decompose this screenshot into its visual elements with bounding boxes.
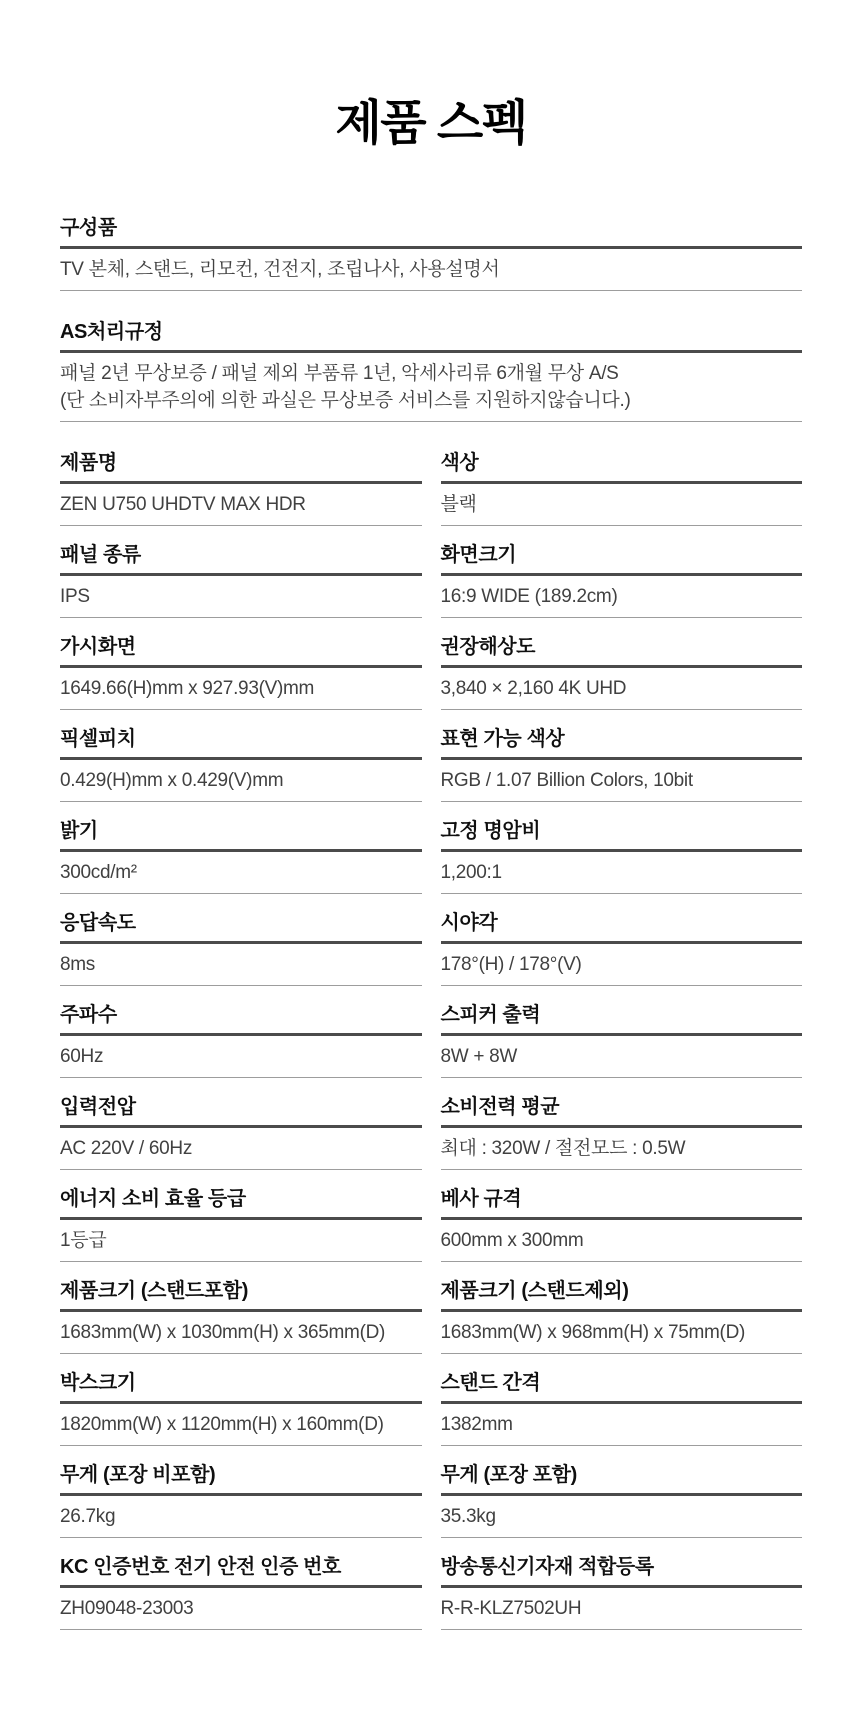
field-value-line: 1683mm(W) x 1030mm(H) x 365mm(D) <box>60 1322 386 1343</box>
spec-field <box>60 215 802 291</box>
field-label: 응답속도 <box>60 912 136 934</box>
field-divider-thick <box>60 849 422 852</box>
spec-field <box>60 1186 422 1262</box>
field-divider-thin <box>441 1261 803 1262</box>
field-label: 화면크기 <box>440 544 517 566</box>
field-divider-thin <box>441 709 803 710</box>
field-value-line: 1등급 <box>60 1230 107 1251</box>
field-value-line: TV 본체, 스탠드, 리모컨, 건전지, 조립나사, 사용설명서 <box>60 259 500 280</box>
field-label: 방송통신기자재 적합등록 <box>440 1556 654 1578</box>
spec-field <box>441 634 803 710</box>
field-label: 구성품 <box>60 217 117 239</box>
field-divider-thin <box>441 893 803 894</box>
field-divider-thin <box>60 525 422 526</box>
field-value-line: 60Hz <box>60 1046 104 1067</box>
spec-field <box>60 726 422 802</box>
field-label: 에너지 소비 효율 등급 <box>60 1188 246 1210</box>
field-divider-thin <box>441 985 803 986</box>
field-value-line: 300cd/m² <box>60 862 137 883</box>
field-label: 밝기 <box>60 820 98 842</box>
field-value <box>441 1043 803 1070</box>
field-value <box>441 1319 803 1346</box>
field-label: 무게 (포장 비포함) <box>60 1464 216 1486</box>
field-label: 권장해상도 <box>440 636 536 658</box>
spec-field <box>441 1554 803 1630</box>
field-value <box>60 767 422 794</box>
field-value-line: 35.3kg <box>440 1506 496 1527</box>
field-divider-thin <box>60 985 422 986</box>
spec-field <box>441 1094 803 1170</box>
field-value <box>60 951 422 978</box>
field-divider-thick <box>441 941 803 944</box>
field-divider-thick <box>441 1401 803 1404</box>
field-divider-thick <box>441 757 803 760</box>
field-value-line: 1649.66(H)mm x 927.93(V)mm <box>60 678 315 699</box>
field-value <box>441 859 803 886</box>
field-value <box>60 1503 422 1530</box>
field-value-line: 1,200:1 <box>440 862 502 883</box>
field-label: 주파수 <box>60 1004 117 1026</box>
spec-field <box>60 450 422 526</box>
field-label: 표현 가능 색상 <box>440 728 565 750</box>
spec-field <box>60 1278 422 1354</box>
field-value <box>441 1135 803 1162</box>
field-value <box>441 1503 803 1530</box>
field-value-line: 1382mm <box>440 1414 513 1435</box>
field-label: AS처리규정 <box>60 321 163 343</box>
field-label: 무게 (포장 포함) <box>440 1464 577 1486</box>
field-value-line: 178°(H) / 178°(V) <box>440 954 582 975</box>
field-value-line: 600mm x 300mm <box>440 1230 584 1251</box>
field-value-line: 패널 2년 무상보증 / 패널 제외 부품류 1년, 악세사리류 6개월 무상 A/S <box>60 363 619 384</box>
field-divider-thick <box>60 350 802 353</box>
field-divider-thin <box>441 1537 803 1538</box>
field-value-line: ZEN U750 UHDTV MAX HDR <box>60 494 306 515</box>
field-value-line: AC 220V / 60Hz <box>60 1138 193 1159</box>
field-label: 제품크기 (스탠드포함) <box>60 1280 248 1302</box>
field-value-line: 1820mm(W) x 1120mm(H) x 160mm(D) <box>60 1414 384 1435</box>
full-width-fields-section <box>60 215 802 422</box>
spec-field <box>60 1462 422 1538</box>
field-divider-thick <box>441 665 803 668</box>
field-value-line: 8ms <box>60 954 95 975</box>
field-label: 소비전력 평균 <box>440 1096 560 1118</box>
field-divider-thick <box>441 573 803 576</box>
spec-field <box>441 1002 803 1078</box>
field-value <box>441 1595 803 1622</box>
spec-field <box>60 634 422 710</box>
field-divider-thin <box>60 617 422 618</box>
field-label: 박스크기 <box>60 1372 136 1394</box>
field-divider-thin <box>441 1445 803 1446</box>
field-value <box>60 1227 422 1254</box>
field-value <box>60 491 422 518</box>
field-divider-thin <box>60 1445 422 1446</box>
field-divider-thin <box>60 1169 422 1170</box>
field-value <box>60 360 802 414</box>
field-value <box>441 951 803 978</box>
spec-field <box>441 542 803 618</box>
spec-field <box>441 1462 803 1538</box>
spec-field <box>60 1554 422 1630</box>
field-value-line: R-R-KLZ7502UH <box>440 1598 582 1619</box>
field-value <box>60 256 802 283</box>
page-title: 제품 스펙 <box>335 97 527 150</box>
field-divider-thick <box>60 757 422 760</box>
spec-field <box>60 910 422 986</box>
field-value <box>441 583 803 610</box>
field-label: 색상 <box>440 452 479 474</box>
spec-field <box>60 1370 422 1446</box>
field-divider-thick <box>60 665 422 668</box>
field-label: KC 인증번호 전기 안전 인증 번호 <box>60 1556 341 1578</box>
field-value <box>60 1043 422 1070</box>
field-label: 패널 종류 <box>60 544 141 566</box>
spec-field <box>60 1002 422 1078</box>
field-value-line: 3,840 × 2,160 4K UHD <box>440 678 627 699</box>
field-value <box>60 859 422 886</box>
field-value-line: 26.7kg <box>60 1506 116 1527</box>
spec-field <box>441 450 803 526</box>
field-value-line: 최대 : 320W / 절전모드 : 0.5W <box>440 1138 686 1159</box>
field-divider-thick <box>60 1401 422 1404</box>
field-divider-thick <box>441 1125 803 1128</box>
field-divider-thick <box>60 1033 422 1036</box>
field-divider-thin <box>60 1077 422 1078</box>
spec-field <box>60 319 802 422</box>
field-divider-thin <box>60 893 422 894</box>
field-divider-thin <box>441 617 803 618</box>
field-divider-thick <box>60 941 422 944</box>
field-divider-thin <box>60 421 802 422</box>
spec-field <box>441 1370 803 1446</box>
field-label: 시야각 <box>440 912 498 934</box>
field-value <box>441 1411 803 1438</box>
field-value-line: 16:9 WIDE (189.2cm) <box>440 586 618 607</box>
field-divider-thick <box>60 481 422 484</box>
field-value <box>60 1595 422 1622</box>
spec-field <box>441 818 803 894</box>
field-value-line: 8W + 8W <box>440 1046 518 1067</box>
field-divider-thin <box>60 1537 422 1538</box>
field-label: 스탠드 간격 <box>440 1372 541 1394</box>
field-divider-thin <box>441 801 803 802</box>
field-value-line: RGB / 1.07 Billion Colors, 10bit <box>440 770 693 791</box>
field-value-line: ZH09048-23003 <box>60 1598 194 1619</box>
field-divider-thin <box>60 1353 422 1354</box>
spec-grid-section <box>60 450 802 1646</box>
field-label: 스피커 출력 <box>440 1004 541 1026</box>
field-divider-thin <box>441 1169 803 1170</box>
spec-field <box>60 542 422 618</box>
field-divider-thick <box>441 1033 803 1036</box>
field-label: 제품크기 (스탠드제외) <box>440 1280 629 1302</box>
field-label: 제품명 <box>60 452 117 474</box>
field-value-line: 블랙 <box>440 494 477 515</box>
field-value-line: IPS <box>60 586 90 607</box>
field-divider-thin <box>60 801 422 802</box>
spec-field <box>441 910 803 986</box>
field-divider-thick <box>441 1309 803 1312</box>
field-divider-thick <box>60 246 802 249</box>
field-divider-thin <box>60 1261 422 1262</box>
field-value <box>60 1319 422 1346</box>
spec-field <box>60 818 422 894</box>
field-divider-thick <box>60 1585 422 1588</box>
field-divider-thin <box>441 1077 803 1078</box>
field-divider-thin <box>441 1629 803 1630</box>
field-value <box>60 675 422 702</box>
field-label: 입력전압 <box>60 1096 136 1118</box>
field-divider-thick <box>441 1493 803 1496</box>
field-divider-thick <box>441 849 803 852</box>
spec-field <box>441 1278 803 1354</box>
field-value-line: 1683mm(W) x 968mm(H) x 75mm(D) <box>440 1322 746 1343</box>
spec-field <box>441 1186 803 1262</box>
spec-field <box>441 726 803 802</box>
field-divider-thin <box>441 1353 803 1354</box>
field-divider-thick <box>60 1217 422 1220</box>
field-label: 베사 규격 <box>440 1188 522 1210</box>
field-value <box>441 675 803 702</box>
field-divider-thick <box>60 1493 422 1496</box>
field-divider-thin <box>60 290 802 291</box>
field-label: 가시화면 <box>60 636 136 658</box>
field-divider-thin <box>60 1629 422 1630</box>
field-value <box>60 1135 422 1162</box>
field-divider-thick <box>441 1217 803 1220</box>
field-divider-thin <box>441 525 803 526</box>
field-divider-thick <box>441 481 803 484</box>
field-value <box>441 767 803 794</box>
field-label: 픽셀피치 <box>60 728 136 750</box>
spec-field <box>60 1094 422 1170</box>
field-value <box>441 1227 803 1254</box>
field-divider-thick <box>60 573 422 576</box>
field-divider-thick <box>60 1309 422 1312</box>
field-value-line: 0.429(H)mm x 0.429(V)mm <box>60 770 284 791</box>
field-value <box>441 491 803 518</box>
field-value-line: (단 소비자부주의에 의한 과실은 무상보증 서비스를 지원하지않습니다.) <box>60 390 631 411</box>
field-value <box>60 583 422 610</box>
field-divider-thick <box>441 1585 803 1588</box>
field-divider-thin <box>60 709 422 710</box>
field-label: 고정 명암비 <box>440 820 541 842</box>
field-divider-thick <box>60 1125 422 1128</box>
field-value <box>60 1411 422 1438</box>
